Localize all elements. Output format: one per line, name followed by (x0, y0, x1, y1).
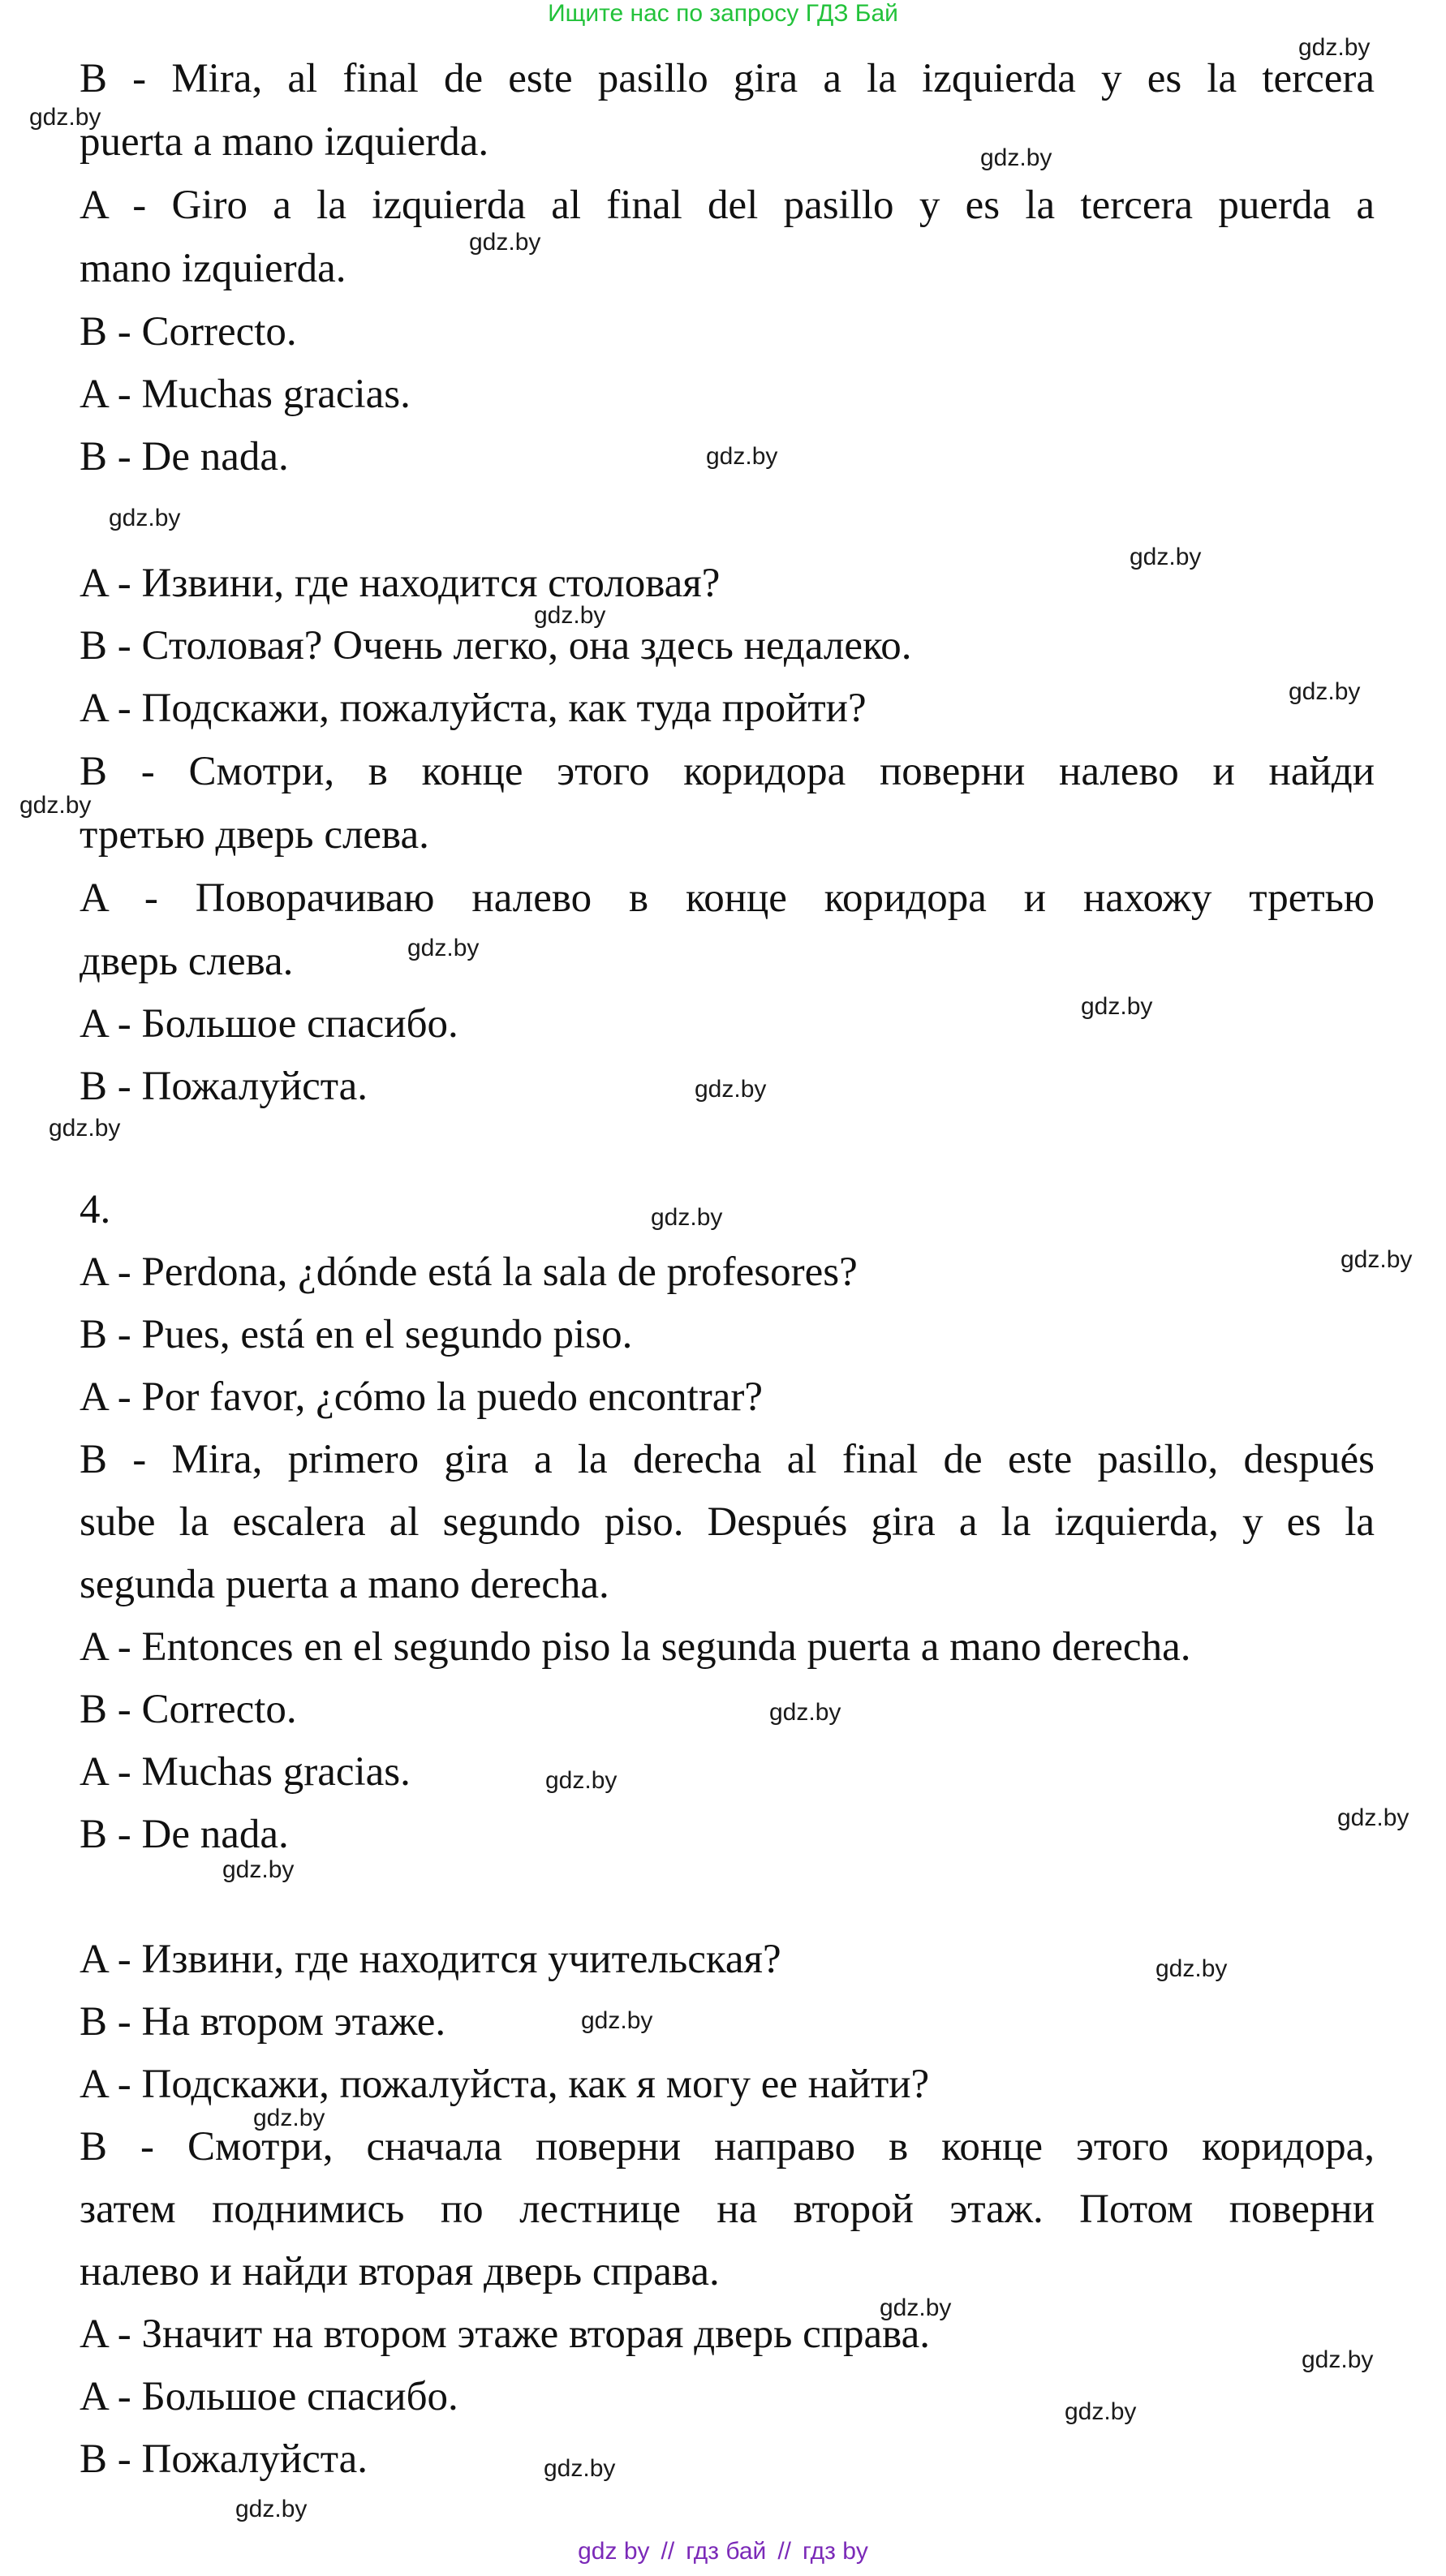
text-line: A - Поворачиваю налево в конце коридора и нахожу третью (80, 875, 1375, 921)
text-line: A - Por favor, ¿cómo la puedo encontrar? (80, 1374, 763, 1420)
watermark: gdz.by (880, 2294, 952, 2321)
section-number: 4. (80, 1187, 111, 1232)
watermark: gdz.by (1156, 1955, 1228, 1982)
watermark: gdz.by (1298, 34, 1371, 61)
watermark: gdz.by (695, 1076, 767, 1103)
text-line: A - Большое спасибо. (80, 2374, 458, 2419)
text-line: B - Смотри, в конце этого коридора поверни налево и найди (80, 749, 1375, 794)
text-line: третью дверь слева. (80, 812, 429, 858)
watermark: gdz.by (19, 792, 92, 819)
watermark: gdz.by (222, 1856, 295, 1883)
text-line: A - Muchas gracias. (80, 372, 411, 417)
watermark: gdz.by (1302, 2346, 1374, 2373)
watermark: gdz.by (1130, 544, 1202, 570)
text-line: затем поднимись по лестнице на второй этаж. Потом поверни (80, 2187, 1375, 2232)
text-line: A - Giro a la izquierda al final del pasillo y es la tercera puerda a (80, 183, 1375, 228)
watermark: gdz.by (706, 443, 778, 470)
text-line: A - Perdona, ¿dónde está la sala de profesores? (80, 1249, 858, 1295)
watermark: gdz.by (1341, 1246, 1413, 1273)
watermark: gdz.by (544, 2455, 616, 2482)
text-line: B - Столовая? Очень легко, она здесь недалеко. (80, 623, 912, 669)
text-line: A - Значит на втором этаже вторая дверь справа. (80, 2312, 930, 2357)
search-banner: Ищите нас по запросу ГДЗ Бай (548, 0, 898, 27)
watermark: gdz.by (469, 229, 541, 256)
text-line: A - Извини, где находится учительская? (80, 1937, 781, 1982)
watermark: gdz.by (1337, 1804, 1409, 1831)
text-line: B - De nada. (80, 434, 289, 480)
footer-separator: // (777, 2538, 791, 2565)
watermark: gdz.by (235, 2496, 308, 2522)
text-line: A - Entonces en el segundo piso la segunda puerta a mano derecha. (80, 1624, 1191, 1670)
text-line: segunda puerta a mano derecha. (80, 1562, 609, 1607)
watermark: gdz.by (49, 1115, 121, 1142)
text-line: sube la escalera al segundo piso. Después gira a la izquierda, y es la (80, 1499, 1375, 1545)
text-line: B - Pues, está en el segundo piso. (80, 1312, 633, 1357)
text-line: B - Correcto. (80, 1687, 297, 1732)
text-line: налево и найди вторая дверь справа. (80, 2249, 720, 2294)
watermark: gdz.by (769, 1699, 841, 1726)
text-line: B - Пожалуйста. (80, 2436, 368, 2482)
footer-link-gdz-by[interactable]: gdz by (578, 2538, 650, 2565)
text-line: дверь слева. (80, 939, 294, 984)
watermark: gdz.by (980, 144, 1052, 171)
watermark: gdz.by (581, 2007, 653, 2034)
text-line: mano izquierda. (80, 246, 346, 291)
watermark: gdz.by (534, 602, 606, 629)
footer-link-gdz-bai[interactable]: гдз бай (686, 2538, 767, 2565)
watermark: gdz.by (109, 505, 181, 531)
text-line: B - De nada. (80, 1812, 289, 1857)
watermark: gdz.by (29, 104, 101, 131)
text-line: B - Mira, primero gira a la derecha al final de este pasillo, después (80, 1437, 1375, 1482)
text-line: A - Подскажи, пожалуйста, как я могу ее найти? (80, 2062, 930, 2107)
footer-link-gdz-by-cyr[interactable]: гдз by (803, 2538, 868, 2565)
watermark: gdz.by (1065, 2398, 1137, 2425)
text-line: A - Извини, где находится столовая? (80, 561, 721, 606)
text-line: B - На втором этаже. (80, 1999, 446, 2045)
text-line: puerta a mano izquierda. (80, 119, 489, 165)
watermark: gdz.by (407, 935, 480, 961)
watermark: gdz.by (545, 1767, 618, 1794)
footer-links (0, 2536, 1446, 2567)
watermark: gdz.by (253, 2105, 325, 2131)
text-line: B - Mira, al final de este pasillo gira a la izquierda y es la tercera (80, 56, 1375, 101)
watermark: gdz.by (1289, 678, 1361, 705)
text-line: B - Correcto. (80, 309, 297, 355)
footer-separator: // (661, 2538, 675, 2565)
watermark: gdz.by (1081, 993, 1153, 1020)
text-line: A - Muchas gracias. (80, 1749, 411, 1795)
text-line: B - Пожалуйста. (80, 1064, 368, 1109)
text-line: A - Подскажи, пожалуйста, как туда пройти? (80, 686, 867, 731)
text-line: A - Большое спасибо. (80, 1001, 458, 1047)
watermark: gdz.by (651, 1204, 723, 1231)
text-line: B - Смотри, сначала поверни направо в конце этого коридора, (80, 2124, 1375, 2170)
